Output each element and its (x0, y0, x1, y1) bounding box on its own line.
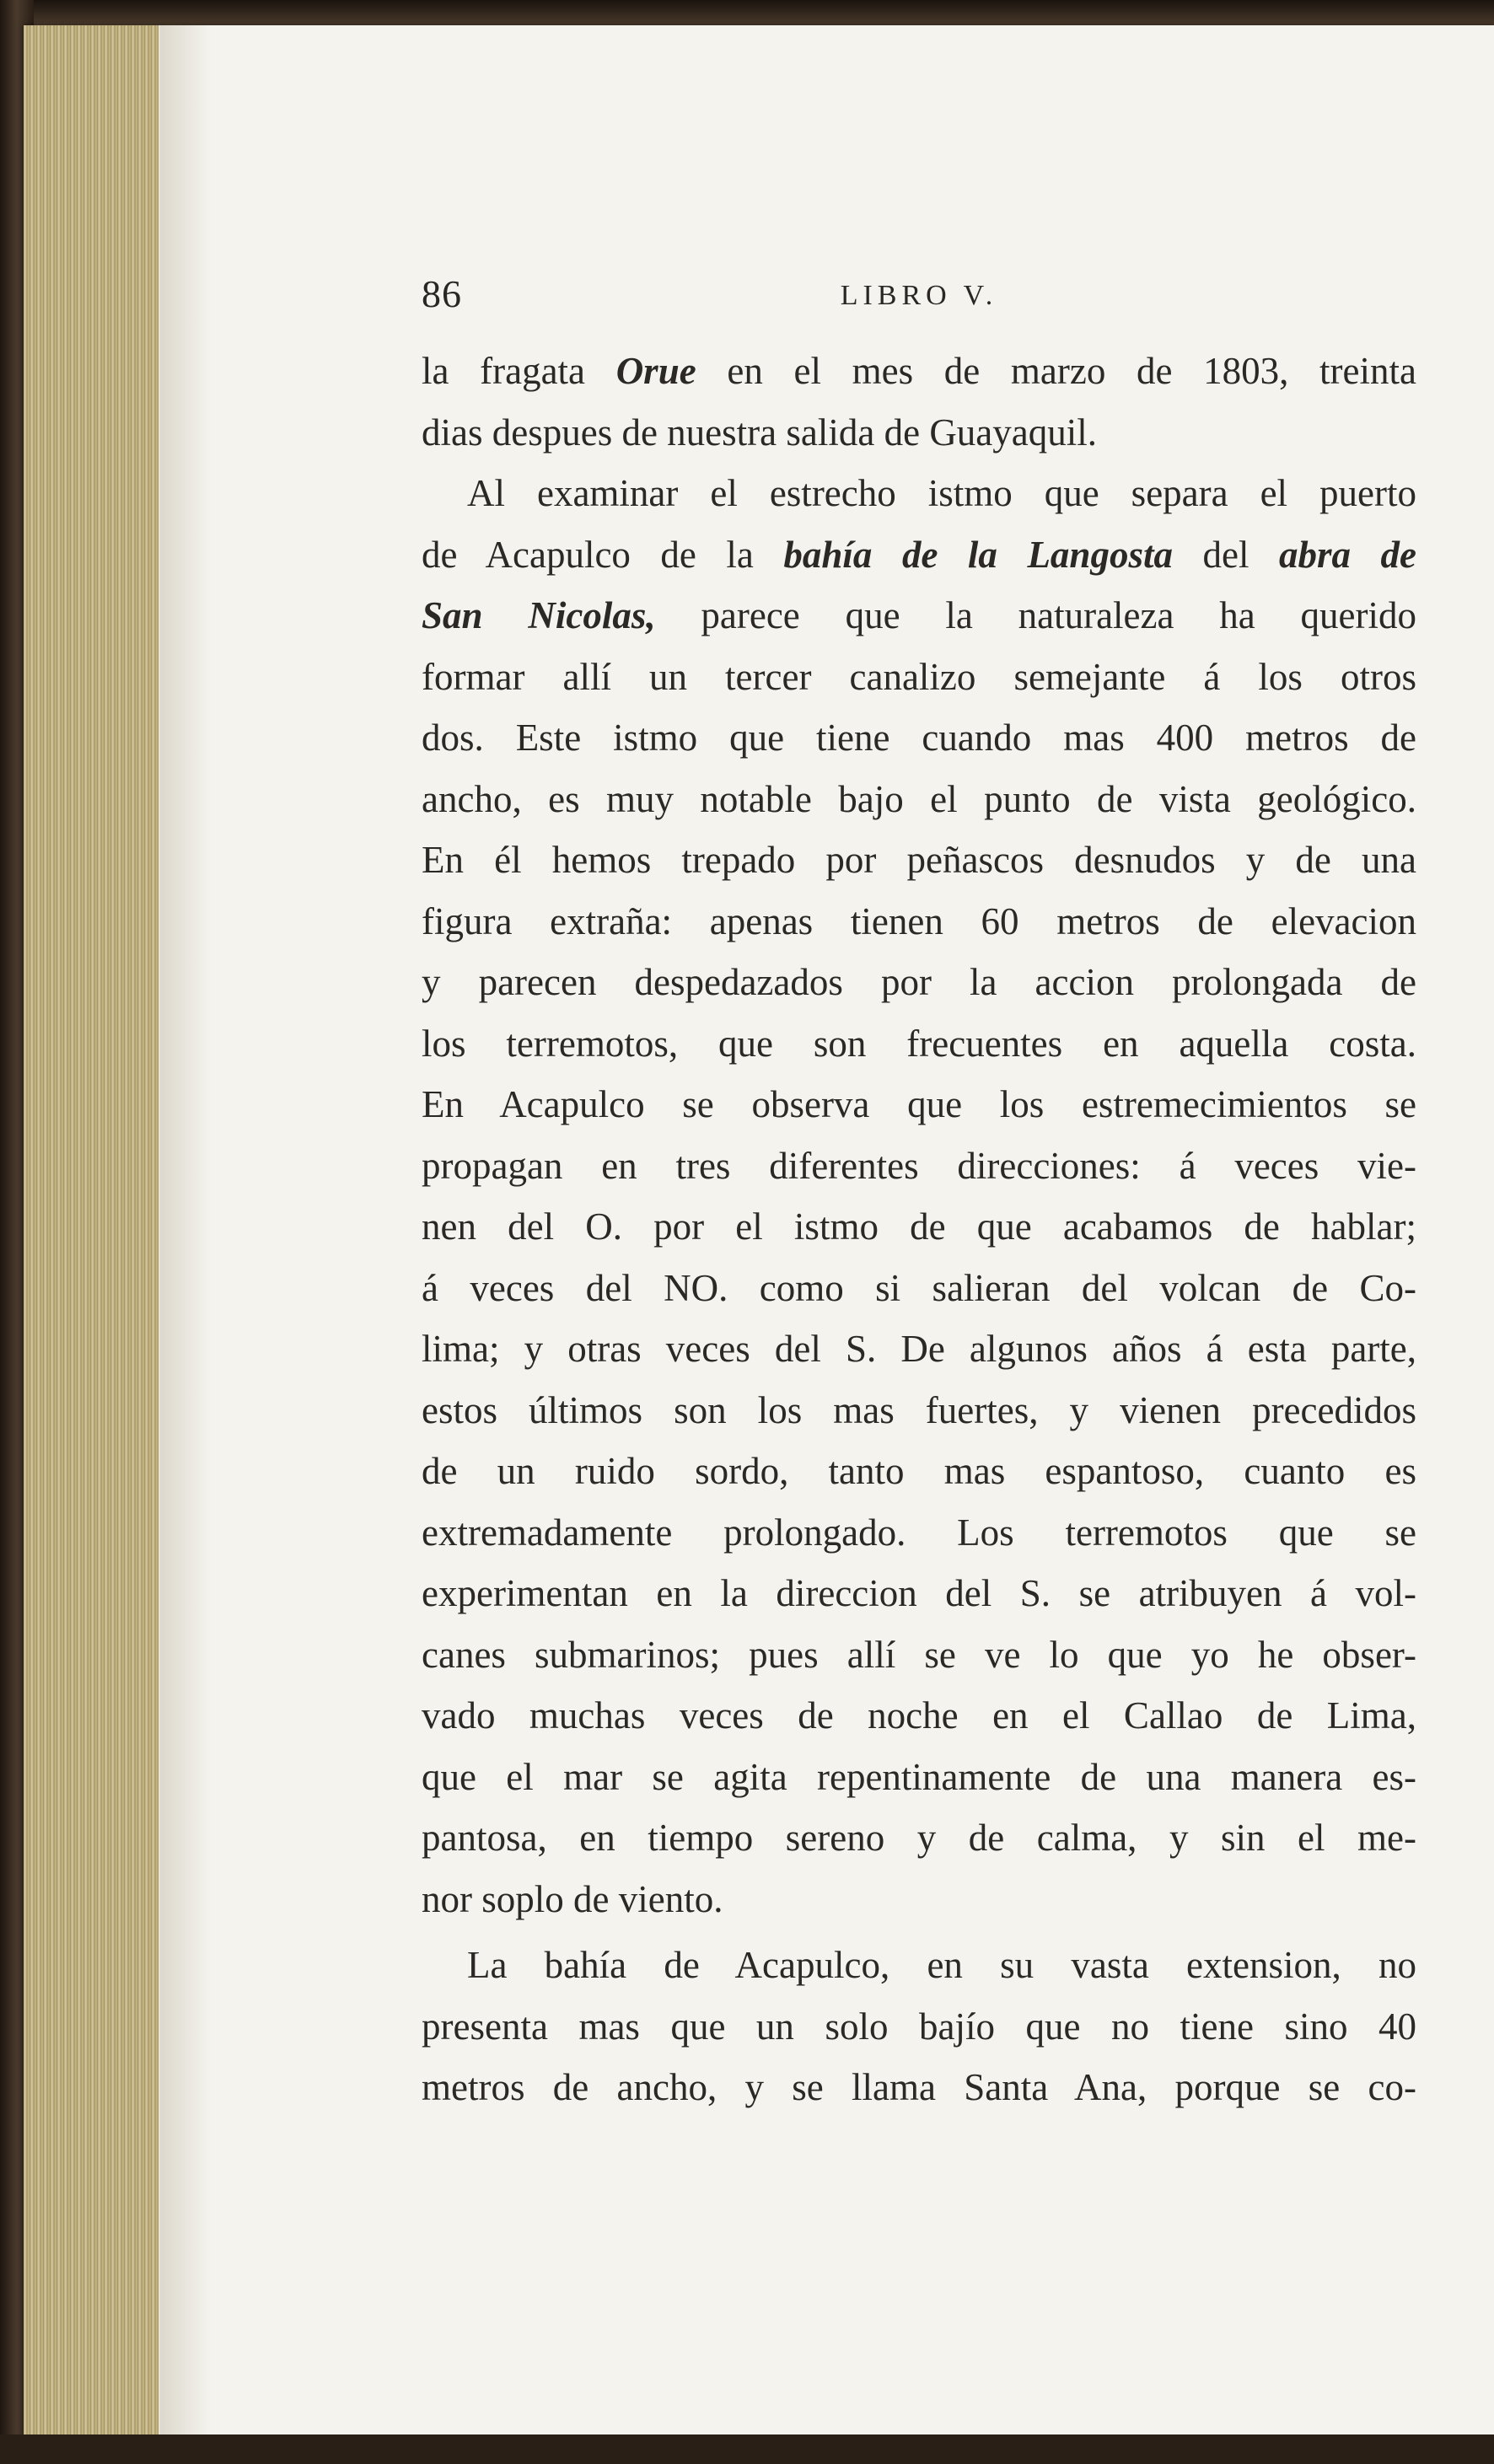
italic-run: Orue (615, 350, 696, 392)
page-stack-edge (24, 25, 160, 2434)
text-run: que el mar se agita repentinamente de una manera es- (422, 1755, 1416, 1798)
text-line (422, 585, 1416, 647)
text-run: vado muchas veces de noche en el Callao de Lima, (422, 1694, 1416, 1737)
text-line (422, 891, 1416, 953)
text-line (422, 647, 1416, 708)
text-run: á veces del NO. como si salieran del volcan de Co- (422, 1266, 1416, 1309)
text-run: figura extraña: apenas tienen 60 metros de elevacion (422, 899, 1416, 942)
text-line (422, 402, 1416, 464)
text-run: lima; y otras veces del S. De algunos años á esta parte, (422, 1328, 1416, 1370)
book-bottom-edge (0, 2434, 1494, 2464)
text-run: La bahía de Acapulco, en su vasta extension, no (467, 1944, 1416, 1986)
running-title: LIBRO V. (840, 280, 998, 311)
running-head (422, 271, 1416, 322)
book-top-edge (34, 0, 1494, 25)
page-number: 86 (422, 272, 462, 315)
text-run: dias despues de nuestra salida de Guayaquil. (422, 411, 1098, 454)
page-gutter (160, 25, 211, 2434)
text-line (422, 1935, 1416, 1996)
text-line (422, 829, 1416, 891)
text-line (422, 463, 1416, 524)
italic-run: San Nicolas, (422, 594, 656, 636)
italic-run: bahía de la Langosta (783, 533, 1173, 576)
text-line (422, 1135, 1416, 1197)
text-line (422, 1380, 1416, 1441)
text-line (422, 1624, 1416, 1686)
text-line (422, 769, 1416, 830)
text-line (422, 1258, 1416, 1319)
text-line (422, 1869, 1416, 1930)
text-run: Al examinar el estrecho istmo que separa el puerto (467, 472, 1416, 514)
text-run: formar allí un tercer canalizo semejante á los otros (422, 655, 1416, 698)
text-run: nor soplo de viento. (422, 1877, 723, 1920)
text-line (422, 341, 1416, 402)
text-run: del (1172, 533, 1279, 576)
text-run: nen del O. por el istmo de que acabamos de hablar; (422, 1205, 1416, 1248)
text-line (422, 952, 1416, 1013)
text-run: En Acapulco se observa que los estremecimientos se (422, 1083, 1416, 1125)
text-line (422, 524, 1416, 586)
text-line (422, 1441, 1416, 1502)
text-line (422, 1196, 1416, 1258)
italic-run: abra de (1278, 533, 1416, 576)
text-run: propagan en tres diferentes direcciones: á veces vie- (422, 1144, 1416, 1187)
text-run: los terremotos, que son frecuentes en aquella costa. (422, 1022, 1416, 1065)
text-run: En él hemos trepado por peñascos desnudos y de una (422, 839, 1416, 881)
text-run: pantosa, en tiempo sereno y de calma, y sin el me- (422, 1817, 1416, 1859)
text-run: en el mes de marzo de 1803, treinta (696, 350, 1416, 392)
text-run: metros de ancho, y se llama Santa Ana, porque se co- (422, 2066, 1416, 2108)
text-line (422, 1318, 1416, 1380)
text-run: estos últimos son los mas fuertes, y vienen precedidos (422, 1388, 1416, 1431)
text-line (422, 1563, 1416, 1624)
text-line (422, 1685, 1416, 1747)
text-run: de Acapulco de la (422, 533, 784, 576)
text-line (422, 1996, 1416, 2058)
text-run: de un ruido sordo, tanto mas espantoso, cuanto es (422, 1450, 1416, 1492)
text-line (422, 707, 1416, 769)
body-text (422, 341, 1416, 2118)
text-run: y parecen despedazados por la accion prolongada de (422, 961, 1416, 1003)
text-run: extremadamente prolongado. Los terremotos que se (422, 1511, 1416, 1554)
text-run: canes submarinos; pues allí se ve lo que yo he obser- (422, 1633, 1416, 1676)
text-run: ancho, es muy notable bajo el punto de vista geológico. (422, 777, 1416, 820)
text-run: experimentan en la direccion del S. se atribuyen á vol- (422, 1572, 1416, 1614)
text-line (422, 1747, 1416, 1808)
text-line (422, 1074, 1416, 1135)
text-run: presenta mas que un solo bajío que no tiene sino 40 (422, 2005, 1416, 2048)
text-run: dos. Este istmo que tiene cuando mas 400 metros de (422, 717, 1416, 759)
text-run: la fragata (422, 350, 616, 392)
text-run: parece que la naturaleza ha querido (655, 594, 1416, 636)
text-line (422, 2057, 1416, 2118)
text-line (422, 1013, 1416, 1075)
text-line (422, 1807, 1416, 1869)
text-line (422, 1502, 1416, 1564)
